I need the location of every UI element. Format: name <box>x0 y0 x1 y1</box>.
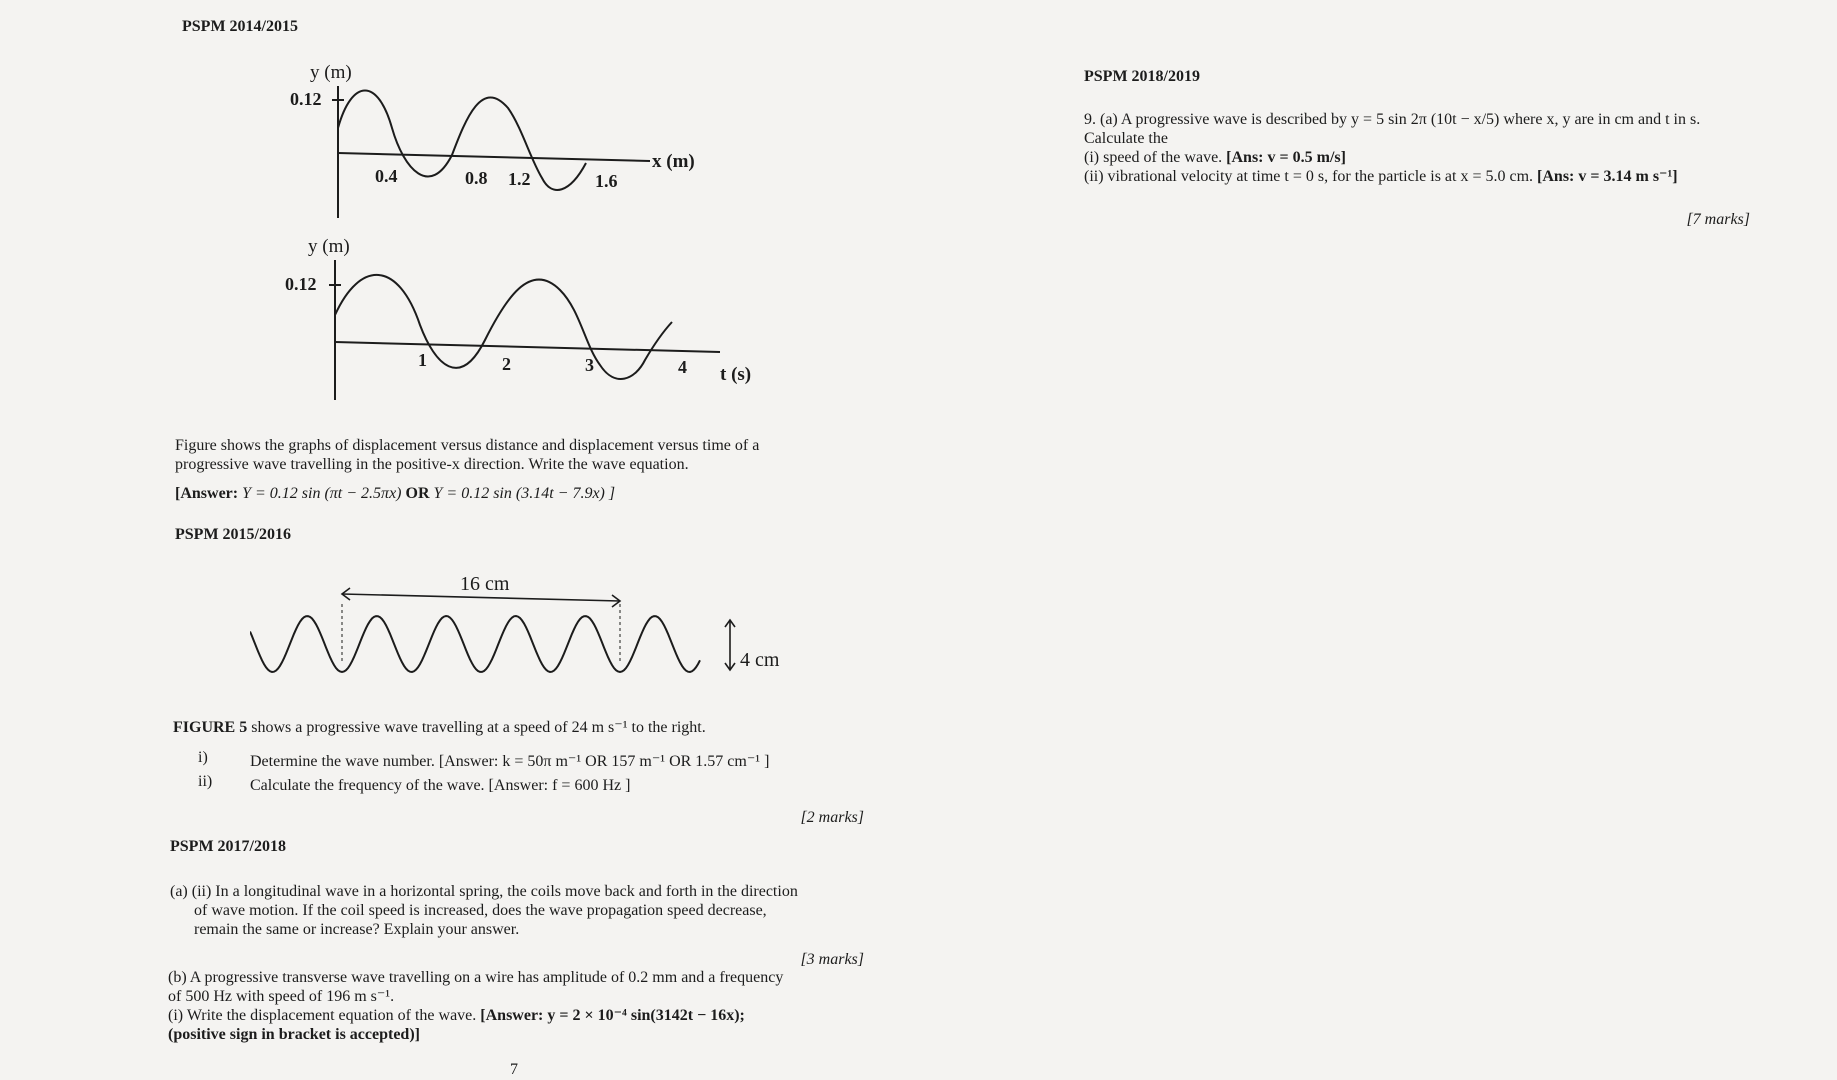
graph-displacement-time <box>280 230 760 405</box>
question-2017-a-line2: of wave motion. If the coil speed is increased, does the wave propagation speed decrease, <box>194 902 767 919</box>
heading-2018: PSPM 2018/2019 <box>1084 68 1200 85</box>
graph2-xtick-4: 4 <box>678 357 687 377</box>
graph1-ylabel: y (m) <box>310 62 352 83</box>
figure-5-caption <box>173 718 873 737</box>
question-2018-i-answer: [Ans: v = 0.5 m/s] <box>1226 149 1346 166</box>
marks-2017-a: [3 marks] <box>800 951 864 968</box>
question-2018-ii-answer: [Ans: v = 3.14 m s⁻¹] <box>1537 168 1678 185</box>
heading-2017: PSPM 2017/2018 <box>170 838 286 855</box>
question-2017-b-answer: [Answer: y = 2 × 10⁻⁴ sin(3142t − 16x); <box>480 1007 745 1024</box>
figure-5-description: shows a progressive wave travelling at a speed of 24 m s⁻¹ to the right. <box>251 719 706 736</box>
question-i-number: i) <box>198 749 208 766</box>
figure-5-wave <box>250 564 810 694</box>
question-2018-i: (i) speed of the wave. <box>1084 149 1223 166</box>
graph1-xtick-2: 0.8 <box>465 168 488 188</box>
answer-2014-or: OR <box>405 485 430 502</box>
graph2-x-axis <box>335 342 720 352</box>
graph2-xlabel: t (s) <box>720 364 752 385</box>
figure-5-label: FIGURE 5 <box>173 719 248 736</box>
question-ii-text: Calculate the frequency of the wave. [Answer: f = 600 Hz ] <box>250 777 631 794</box>
marks-2015: [2 marks] <box>800 809 864 826</box>
question-2018-line1: 9. (a) A progressive wave is described by y = 5 sin 2π (10t − x/5) where x, y are in cm and t in s. <box>1084 111 1701 128</box>
graph1-x-axis <box>338 153 650 161</box>
heading-2015: PSPM 2015/2016 <box>175 526 291 543</box>
paragraph-2014-line1: Figure shows the graphs of displacement versus distance and displacement versus time of a <box>175 437 760 454</box>
heading-2014: PSPM 2014/2015 <box>182 18 298 35</box>
figure-5-length-arrow <box>342 594 620 601</box>
question-ii-number: ii) <box>198 773 213 790</box>
answer-2014 <box>175 484 875 503</box>
graph-displacement-distance <box>280 58 720 218</box>
question-2018 <box>1084 110 1764 186</box>
answer-2014-label: [Answer: <box>175 485 239 502</box>
marks-2018: [7 marks] <box>1686 211 1750 228</box>
paragraph-2014-line2: progressive wave travelling in the positive-x direction. Write the wave equation. <box>175 456 689 473</box>
graph1-xtick-4: 1.6 <box>595 171 618 191</box>
graph2-xtick-1: 1 <box>418 350 427 370</box>
graph1-ytick: 0.12 <box>290 89 322 109</box>
answer-2014-eq1: Y = 0.12 sin (πt − 2.5πx) <box>242 485 402 502</box>
question-2018-ii: (ii) vibrational velocity at time t = 0 s, for the particle is at x = 5.0 cm. <box>1084 168 1534 185</box>
figure-5-length-label: 16 cm <box>460 573 510 595</box>
page-number: 7 <box>510 1061 518 1078</box>
question-2017-b-line2: of 500 Hz with speed of 196 m s⁻¹. <box>168 988 395 1005</box>
question-2017-b <box>168 968 868 1044</box>
question-2017-a-line3: remain the same or increase? Explain your answer. <box>194 921 520 938</box>
figure-5-wave-curve <box>250 616 700 672</box>
paragraph-2014 <box>175 436 865 474</box>
question-2017-b-answer2: (positive sign in bracket is accepted)] <box>168 1026 420 1043</box>
graph1-xtick-1: 0.4 <box>375 166 398 186</box>
graph2-xtick-2: 2 <box>502 354 511 374</box>
graph2-xtick-3: 3 <box>585 355 594 375</box>
graph1-xtick-3: 1.2 <box>508 169 531 189</box>
answer-2014-eq2: Y = 0.12 sin (3.14t − 7.9x) ] <box>433 485 616 502</box>
question-i-text: Determine the wave number. [Answer: k = 50π m⁻¹ OR 157 m⁻¹ OR 1.57 cm⁻¹ ] <box>250 753 770 770</box>
graph2-ytick: 0.12 <box>285 274 317 294</box>
question-2017-a <box>170 882 870 939</box>
question-2018-line2: Calculate the <box>1084 130 1168 147</box>
graph2-ylabel: y (m) <box>308 236 350 257</box>
graph1-xlabel: x (m) <box>652 151 695 172</box>
question-2017-b-line1: (b) A progressive transverse wave travelling on a wire has amplitude of 0.2 mm and a frequency <box>168 969 784 986</box>
question-2017-a-line1: (a) (ii) In a longitudinal wave in a horizontal spring, the coils move back and forth in the direction <box>170 883 798 900</box>
figure-5-height-label: 4 cm <box>740 649 780 671</box>
question-2017-b-line3: (i) Write the displacement equation of the wave. <box>168 1007 477 1024</box>
